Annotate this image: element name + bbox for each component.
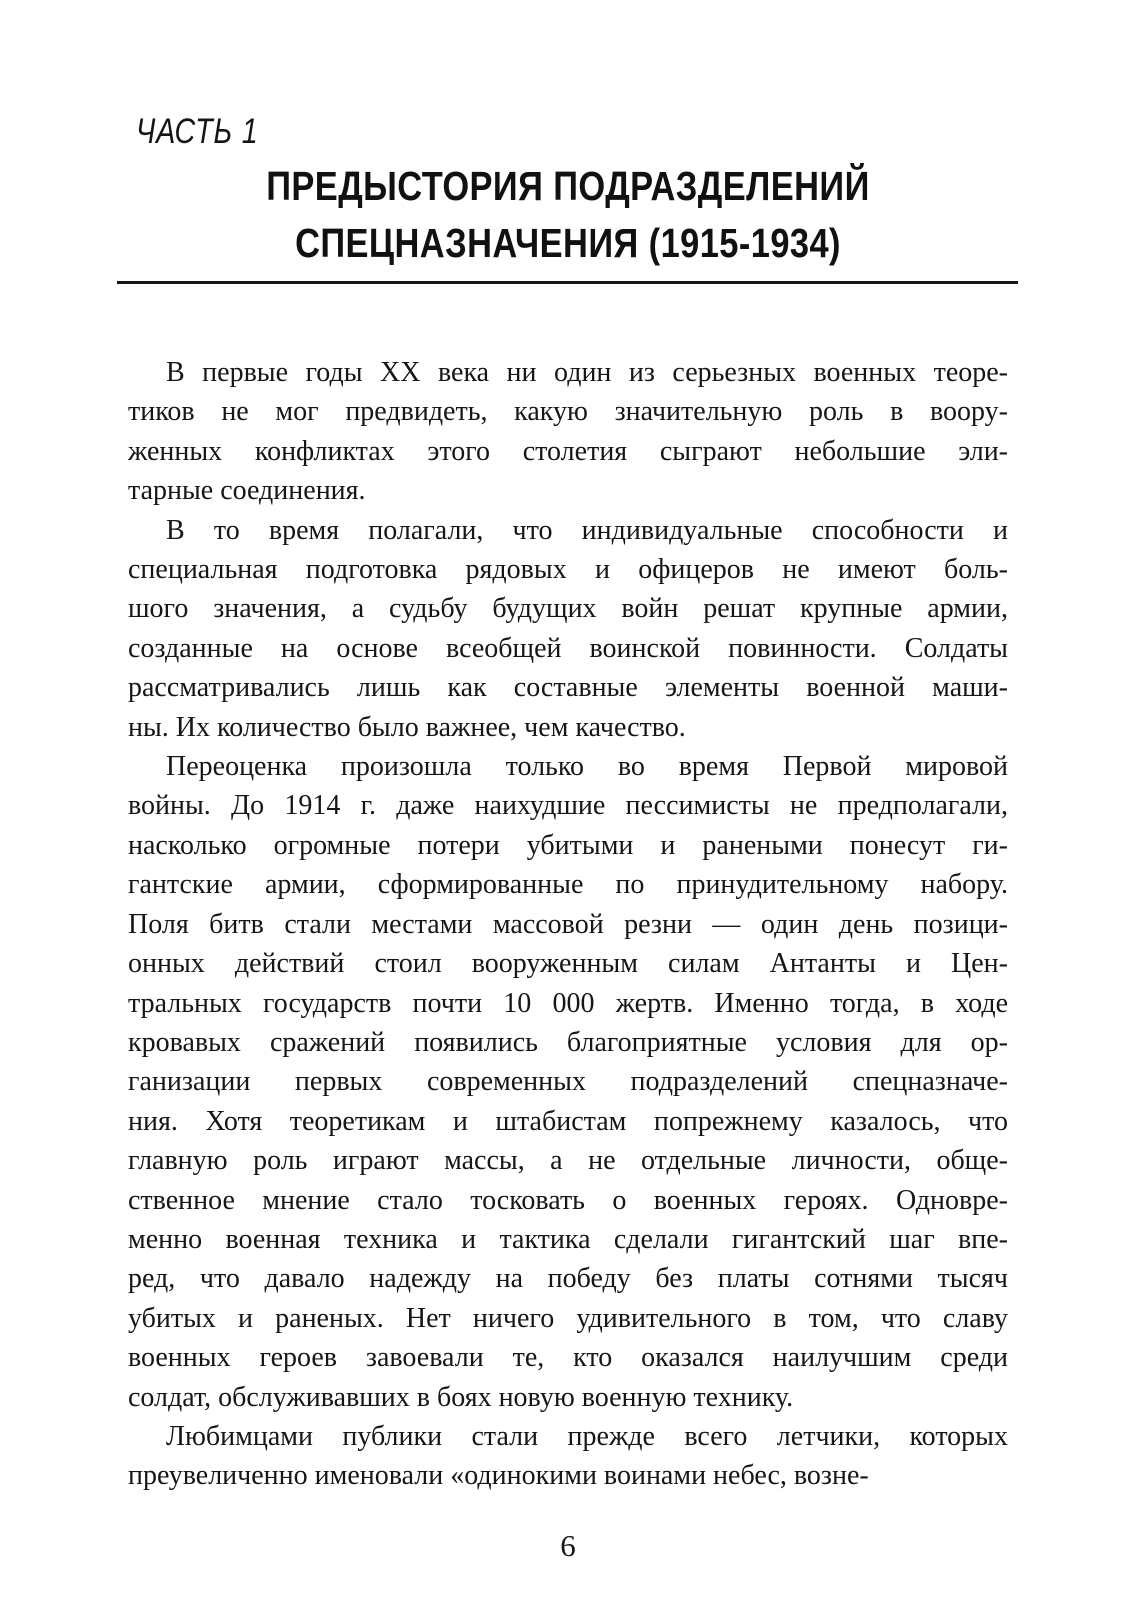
text-line: Любимцами публики стали прежде всего летчики, которых	[166, 1420, 1008, 1452]
chapter-title	[198, 158, 937, 272]
text-line: В то время полагали, что индивидуальные способности и	[166, 514, 1008, 546]
text-line: В первые годы XX века ни один из серьезных военных теоре-	[166, 357, 1008, 388]
paragraph	[128, 511, 1008, 747]
text-line: войны. До 1914 г. даже наихудшие пессимисты не предполагали,	[128, 790, 1008, 822]
text-line: убитых и раненых. Нет ничего удивительного в том, что славу	[128, 1302, 1008, 1334]
text-line: кровавых сражений появились благоприятные условия для ор-	[128, 1026, 1008, 1058]
text-line: тральных государств почти 10 000 жертв. Именно тогда, в ходе	[128, 987, 1008, 1019]
text-line: ны. Их количество было важнее, чем качество.	[128, 711, 686, 743]
text-line: главную роль играют массы, а не отдельные личности, обще-	[128, 1145, 1008, 1177]
text-line: тиков не мог предвидеть, какую значительную роль в воору-	[128, 396, 1008, 428]
text-line: созданные на основе всеобщей воинской повинности. Солдаты	[128, 632, 1008, 664]
text-line: специальная подготовка рядовых и офицеров не имеют боль-	[128, 554, 1008, 586]
text-line: менно военная техника и тактика сделали гигантский шаг впе-	[128, 1223, 1008, 1255]
title-divider-rule	[117, 281, 1018, 284]
text-line: ния. Хотя теоретикам и штабистам попрежнему казалось, что	[128, 1105, 1008, 1137]
paragraph	[128, 353, 1008, 511]
body-text	[128, 353, 1008, 1496]
chapter-header	[128, 112, 1008, 284]
text-line: Поля битв стали местами массовой резни — один день позици-	[128, 908, 1008, 940]
text-line: онных действий стоил вооруженным силам Антанты и Цен-	[128, 948, 1008, 980]
text-line: женных конфликтах этого столетия сыграют небольшие эли-	[128, 435, 1008, 467]
text-line: ганизации первых современных подразделений спецназначе-	[128, 1066, 1008, 1098]
text-line: рассматривались лишь как составные элементы военной маши-	[128, 672, 1008, 704]
paragraph	[128, 1417, 1008, 1496]
text-line: насколько огромные потери убитыми и ранеными понесут ги-	[128, 829, 1008, 861]
text-line: солдат, обслуживавших в боях новую военную технику.	[128, 1381, 794, 1413]
text-line: преувеличенно именовали «одинокими воинами небес, возне-	[128, 1460, 869, 1492]
text-line: ственное мнение стало тосковать о военных героях. Одновре-	[128, 1184, 1008, 1216]
chapter-title-line2: СПЕЦНАЗНАЧЕНИЯ (1915-1934)	[295, 220, 841, 266]
text-line: ред, что давало надежду на победу без платы сотнями тысяч	[128, 1263, 1008, 1295]
part-label: ЧАСТЬ 1	[136, 112, 259, 151]
text-line: гантские армии, сформированные по принудительному набору.	[128, 869, 1008, 901]
page-number: 6	[560, 1527, 576, 1563]
paragraph	[128, 747, 1008, 1417]
text-line: военных героев завоевали те, кто оказался наилучшим среди	[128, 1342, 1008, 1374]
chapter-title-line1: ПРЕДЫСТОРИЯ ПОДРАЗДЕЛЕНИЙ	[266, 163, 870, 209]
text-line: Переоценка произошла только во время Первой мировой	[166, 751, 1008, 783]
text-line: шого значения, а судьбу будущих войн решат крупные армии,	[128, 593, 1008, 625]
text-line: тарные соединения.	[128, 475, 366, 507]
